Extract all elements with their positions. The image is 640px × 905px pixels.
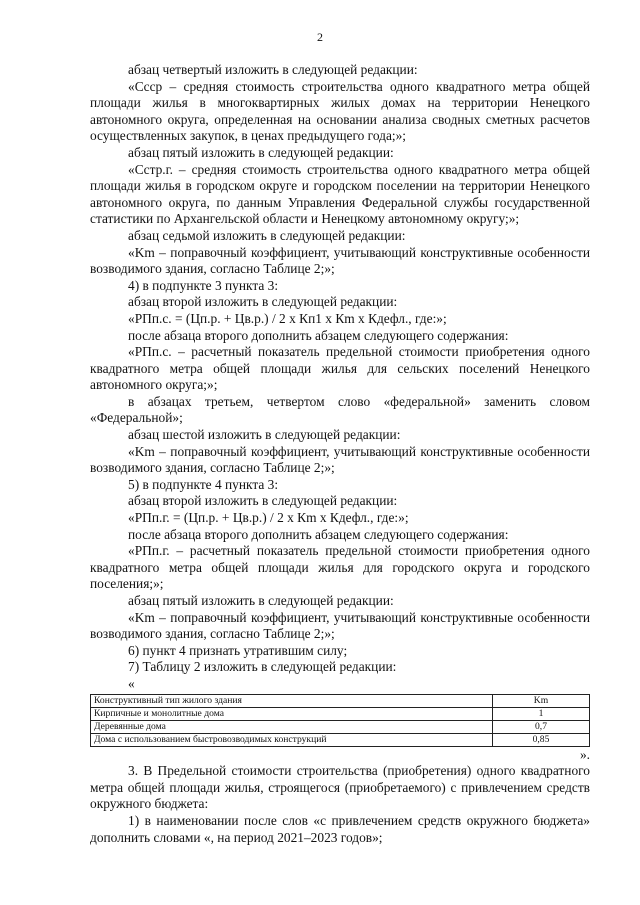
quote-close-mark: ». [579, 746, 590, 762]
table-header-cell: Km [493, 694, 590, 707]
table-row [91, 707, 590, 720]
quote-open-mark: « [128, 675, 135, 691]
paragraph: «РПп.г. – расчетный показатель предельной стоимости приобретения одного квадратного метра общей площади жилья для городского округа и городского поселения;»; [90, 543, 590, 592]
paragraph: 7) Таблицу 2 изложить в следующей редакции: [128, 659, 397, 675]
paragraph: абзац шестой изложить в следующей редакции: [128, 427, 401, 443]
paragraph: абзац второй изложить в следующей редакции: [128, 294, 398, 310]
table-cell: Деревянные дома [91, 720, 493, 733]
table-row [91, 733, 590, 746]
page-number: 2 [317, 30, 323, 44]
section-3-item-1: 1) в наименовании после слов «с привлечением средств окружного бюджета» дополнить словами «, на период 2021–2023 годов»; [90, 812, 590, 845]
paragraph: «РПп.с. – расчетный показатель предельной стоимости приобретения одного квадратного метра общей площади жилья для сельских поселений Ненецкого автономного округа;»; [90, 344, 590, 393]
paragraph: 5) в подпункте 4 пункта 3: [128, 476, 279, 492]
paragraph: «Сcср – средняя стоимость строительства одного квадратного метра общей площади жилья в многоквартирных жилых домах на территории Ненецкого автономного округа, определенная на основании анализа сводных сметных расчетов осуществленных закупок, в ценах предыдущего года;»; [90, 78, 590, 144]
table-cell: 1 [493, 707, 590, 720]
paragraph: после абзаца второго дополнить абзацем следующего содержания: [128, 327, 509, 343]
paragraph: «Km – поправочный коэффициент, учитывающий конструктивные особенности возводимого здания, согласно Таблице 2;»; [90, 443, 590, 476]
coefficient-table [90, 694, 590, 747]
paragraph: «Cстр.г. – средняя стоимость строительства одного квадратного метра общей площади жилья в городском округе и городском поселении на территории Ненецкого автономного округа, по данным Управления Федеральной службы государственной статистики по Архангельской области и Ненецкому автономному округу;»; [90, 161, 590, 227]
table-cell: Кирпичные и монолитные дома [91, 707, 493, 720]
table-cell: Дома с использованием быстровозводимых конструкций [91, 733, 493, 746]
section-3-paragraph: 3. В Предельной стоимости строительства (приобретения) одного квадратного метра общей площади жилья, строящегося (приобретаемого) с привлечением средств окружного бюджета: [90, 763, 590, 812]
paragraph: в абзацах третьем, четвертом слово «федеральной» заменить словом «Федеральной»; [90, 393, 590, 426]
table-row [91, 720, 590, 733]
paragraph: «Km – поправочный коэффициент, учитывающий конструктивные особенности возводимого здания, согласно Таблице 2;»; [90, 244, 590, 277]
paragraph: абзац четвертый изложить в следующей редакции: [128, 62, 418, 77]
paragraph: абзац пятый изложить в следующей редакции: [128, 144, 394, 160]
paragraph: абзац второй изложить в следующей редакции: [128, 493, 398, 509]
document-body [90, 62, 590, 846]
paragraph: абзац седьмой изложить в следующей редакции: [128, 227, 406, 243]
paragraph: 4) в подпункте 3 пункта 3: [128, 277, 279, 293]
table-header-cell: Конструктивный тип жилого здания [91, 694, 493, 707]
table-cell: 0,85 [493, 733, 590, 746]
paragraph: абзац пятый изложить в следующей редакции: [128, 593, 394, 608]
paragraph: 6) пункт 4 признать утратившим силу; [128, 642, 348, 658]
table-cell: 0,7 [493, 720, 590, 733]
table-header-row [91, 694, 590, 707]
paragraph: после абзаца второго дополнить абзацем следующего содержания: [128, 526, 509, 542]
paragraph: «Km – поправочный коэффициент, учитывающий конструктивные особенности возводимого здания, согласно Таблице 2;»; [90, 609, 590, 642]
formula: «РПп.с. = (Цп.р. + Цв.р.) / 2 х Кп1 х Кm х Кдефл., где:»; [128, 310, 447, 326]
formula: «РПп.г. = (Цп.р. + Цв.р.) / 2 х Кm х Кдефл., где:»; [128, 510, 409, 526]
